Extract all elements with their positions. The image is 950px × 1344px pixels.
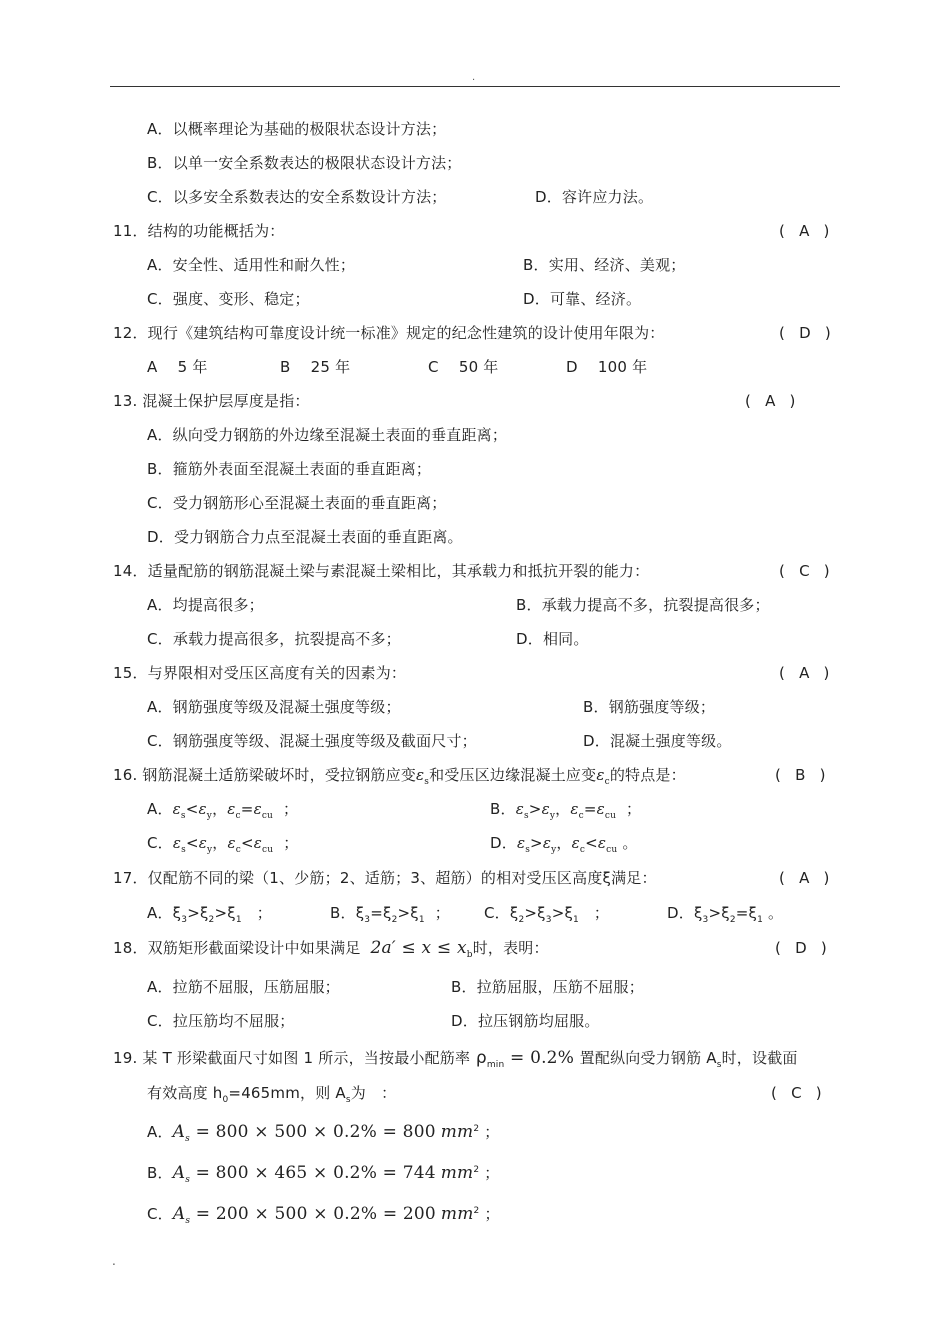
q11-answer: ( A ) — [779, 222, 830, 240]
q18-option-d: D．拉压钢筋均屈服。 — [451, 1012, 600, 1030]
q13-option-a: A．纵向受力钢筋的外边缘至混凝土表面的垂直距离； — [147, 426, 508, 444]
q17-answer-letter: A — [799, 869, 810, 887]
q10-option-a: A．以概率理论为基础的极限状态设计方法； — [147, 120, 447, 138]
q19-option-b: B．$A_s = 800 \times 465 \times 0.2\% = 744$ $mm^2$ ； — [147, 1163, 500, 1185]
q18-option-a: A．拉筋不屈服，压筋屈服； — [147, 978, 340, 996]
q13-option-b: B．箍筋外表面至混凝土表面的垂直距离； — [147, 460, 432, 478]
q12-answer: ( D ) — [779, 324, 831, 342]
q19-stem-line2: 有效高度 $h_0=465mm$，则 $A_s$为 ： — [147, 1084, 397, 1105]
footer-dot: . — [112, 1254, 116, 1268]
q12-option-b: B 25 年 — [280, 358, 351, 376]
q18-option-c: C．拉压筋均不屈服； — [147, 1012, 295, 1030]
q14-option-c: C．承载力提高很多，抗裂提高不多； — [147, 630, 401, 648]
q15-option-d: D．混凝土强度等级。 — [583, 732, 732, 750]
q16-eps-s: $\varepsilon_s$ — [416, 766, 430, 787]
q11-option-a: A．安全性、适用性和耐久性； — [147, 256, 356, 274]
q18-condition-formula: $2a' \le x \le x_b$ — [370, 938, 473, 960]
q16-stem-part2: 和受压区边缘混凝土应变 — [429, 766, 597, 784]
q15-answer: ( A ) — [779, 664, 830, 682]
q16-option-d: D．$\varepsilon_s>\varepsilon_y$，$\varepsilon_c<\varepsilon_{cu}$ 。 — [490, 834, 638, 855]
q13-answer: ( A ) — [745, 392, 796, 410]
q17-option-c: C．$\xi_2>\xi_3>\xi_1$ ； — [484, 904, 610, 925]
q19-rho: $\rho_{min} = 0.2\%$ — [475, 1048, 575, 1070]
q18-answer: ( D ) — [775, 939, 827, 957]
q12-answer-letter: D — [799, 324, 811, 342]
q15-answer-letter: A — [799, 664, 810, 682]
q18-answer-letter: D — [795, 939, 807, 957]
header-rule — [110, 86, 840, 87]
q14-answer-letter: C — [799, 562, 810, 580]
q18-option-b: B．拉筋屈服，压筋不屈服； — [451, 978, 644, 996]
q13-answer-letter: A — [765, 392, 776, 410]
q17-option-b: B．$\xi_3=\xi_2>\xi_1$ ； — [330, 904, 450, 925]
q16-option-a: A．$\varepsilon_s<\varepsilon_y$，$\varepsilon_c=\varepsilon_{cu}$ ； — [147, 800, 299, 821]
q13-stem: 13. 混凝土保护层厚度是指： — [113, 392, 310, 410]
q15-stem: 15．与界限相对受压区高度有关的因素为： — [113, 664, 407, 682]
q11-answer-letter: A — [799, 222, 810, 240]
q14-answer: ( C ) — [779, 562, 830, 580]
q14-option-d: D．相同。 — [516, 630, 589, 648]
q18-stem-part2: 时，表明： — [472, 939, 549, 957]
q16-stem-part3: 的特点是： — [609, 766, 686, 784]
q19-stem-line1: 19. 某 T 形梁截面尺寸如图 1 所示，当按最小配筋率 $\rho_{min} = 0.2\%$ 置配纵向受力钢筋 $A_s$时，设截面 — [113, 1048, 798, 1070]
q16-eps-c: $\varepsilon_c$ — [596, 766, 610, 787]
q14-option-b: B．承载力提高不多，抗裂提高很多； — [516, 596, 770, 614]
header-dot: . — [472, 72, 476, 83]
q17-option-d: D．$\xi_3>\xi_2=\xi_1$ 。 — [667, 904, 784, 925]
q13-option-d: D．受力钢筋合力点至混凝土表面的垂直距离。 — [147, 528, 463, 546]
q12-stem: 12．现行《建筑结构可靠度设计统一标准》规定的纪念性建筑的设计使用年限为： — [113, 324, 665, 342]
q19-option-c: C．$A_s = 200 \times 500 \times 0.2\% = 200$ $mm^2$ ； — [147, 1204, 500, 1226]
q11-option-c: C．强度、变形、稳定； — [147, 290, 310, 308]
q16-answer: ( B ) — [775, 766, 826, 784]
q10-option-d: D．容许应力法。 — [535, 188, 654, 206]
q15-option-c: C．钢筋强度等级、混凝土强度等级及截面尺寸； — [147, 732, 477, 750]
q14-option-a: A．均提高很多； — [147, 596, 264, 614]
q19-answer: ( C ) — [771, 1084, 822, 1102]
q18-stem — [113, 938, 549, 958]
q11-option-d: D．可靠、经济。 — [523, 290, 642, 308]
q16-stem — [113, 765, 686, 785]
q14-stem: 14．适量配筋的钢筋混凝土梁与素混凝土梁相比，其承载力和抵抗开裂的能力： — [113, 562, 650, 580]
q10-option-c: C．以多安全系数表达的安全系数设计方法； — [147, 188, 447, 206]
q17-stem: 17．仅配筋不同的梁（1、少筋；2、适筋；3、超筋）的相对受压区高度ξ满足： — [113, 869, 657, 887]
q16-stem-part1: 16. 钢筋混凝土适筋梁破坏时，受拉钢筋应变 — [113, 766, 417, 784]
q12-option-a: A 5 年 — [147, 358, 208, 376]
q12-option-d: D 100 年 — [566, 358, 648, 376]
q18-stem-part1: 18．双筋矩形截面梁设计中如果满足 — [113, 939, 361, 957]
q11-stem: 11．结构的功能概括为： — [113, 222, 285, 240]
q19-option-a: A．$A_s = 800 \times 500 \times 0.2\% = 800$ $mm^2$ ； — [147, 1122, 500, 1144]
q10-option-b: B．以单一安全系数表达的极限状态设计方法； — [147, 154, 462, 172]
q17-answer: ( A ) — [779, 869, 830, 887]
q17-option-a: A．$\xi_3>\xi_2>\xi_1$ ； — [147, 904, 272, 925]
q13-option-c: C．受力钢筋形心至混凝土表面的垂直距离； — [147, 494, 447, 512]
q16-answer-letter: B — [795, 766, 806, 784]
q15-option-b: B．钢筋强度等级； — [583, 698, 716, 716]
q19-answer-letter: C — [791, 1084, 802, 1102]
q16-option-c: C．$\varepsilon_s<\varepsilon_y$，$\varepsilon_c<\varepsilon_{cu}$ ； — [147, 834, 299, 855]
q15-option-a: A．钢筋强度等级及混凝土强度等级； — [147, 698, 401, 716]
q16-option-b: B．$\varepsilon_s>\varepsilon_y$，$\varepsilon_c=\varepsilon_{cu}$ ； — [490, 800, 642, 821]
q11-option-b: B．实用、经济、美观； — [523, 256, 686, 274]
q12-option-c: C 50 年 — [428, 358, 499, 376]
